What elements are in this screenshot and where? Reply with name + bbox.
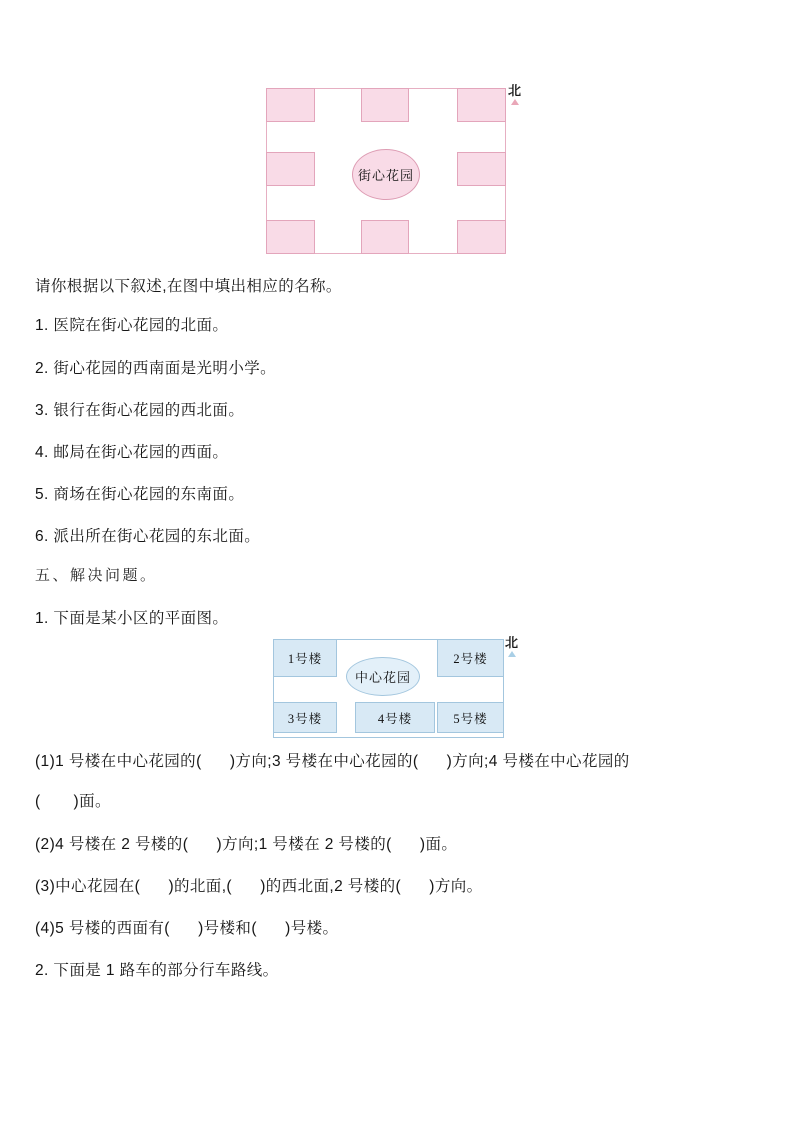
north-label: 北	[508, 83, 522, 98]
map-block-north-west	[266, 88, 315, 122]
question1-part1-line1: (1)1 号楼在中心花园的( )方向;3 号楼在中心花园的( )方向;4 号楼在中心花园的	[35, 753, 630, 770]
statement-1: 1. 医院在街心花园的北面。	[35, 317, 229, 334]
question1-part3: (3)中心花园在( )的北面,( )的西北面,2 号楼的( )方向。	[35, 878, 483, 895]
building-1-label: 1号楼	[287, 652, 323, 666]
building-2-label: 2号楼	[453, 652, 488, 666]
north-arrow-icon	[508, 651, 516, 657]
street-garden-map	[266, 88, 506, 254]
central-garden-label: 中心花园	[354, 670, 411, 685]
intro-text: 请你根据以下叙述,在图中填出相应的名称。	[35, 278, 342, 295]
building-4-label: 4号楼	[377, 711, 413, 726]
map-block-south	[361, 220, 409, 254]
statement-6: 6. 派出所在街心花园的东北面。	[35, 528, 261, 545]
question1-part1-line2: ( )面。	[35, 793, 111, 810]
building-3	[273, 702, 337, 733]
building-1	[273, 639, 337, 677]
building-2	[437, 639, 504, 677]
map-block-south-west	[266, 220, 315, 254]
north-arrow-icon	[511, 99, 519, 105]
north-label: 北	[505, 635, 519, 650]
residential-plan-map	[273, 639, 504, 738]
central-garden-oval	[346, 657, 420, 696]
building-4	[355, 702, 435, 733]
statement-4: 4. 邮局在街心花园的西面。	[35, 444, 229, 461]
building-5-label: 5号楼	[453, 711, 488, 726]
statement-3: 3. 银行在街心花园的西北面。	[35, 402, 245, 419]
street-garden-oval	[352, 149, 420, 200]
map-block-north-east	[457, 88, 506, 122]
question2-intro: 2. 下面是 1 路车的部分行车路线。	[35, 962, 279, 979]
question1-part4: (4)5 号楼的西面有( )号楼和( )号楼。	[35, 920, 339, 937]
map-block-west	[266, 152, 315, 186]
compass-north-1	[508, 84, 521, 105]
map-block-south-east	[457, 220, 506, 254]
statement-2: 2. 街心花园的西南面是光明小学。	[35, 360, 277, 377]
map-block-north	[361, 88, 409, 122]
building-5	[437, 702, 504, 733]
question1-intro: 1. 下面是某小区的平面图。	[35, 610, 229, 627]
building-3-label: 3号楼	[287, 711, 323, 726]
statement-5: 5. 商场在街心花园的东南面。	[35, 486, 245, 503]
map-block-east	[457, 152, 506, 186]
question1-part2: (2)4 号楼在 2 号楼的( )方向;1 号楼在 2 号楼的( )面。	[35, 836, 458, 853]
section-heading: 五、解决问题。	[35, 568, 158, 584]
compass-north-2	[505, 636, 518, 657]
street-garden-label: 街心花园	[357, 168, 414, 183]
